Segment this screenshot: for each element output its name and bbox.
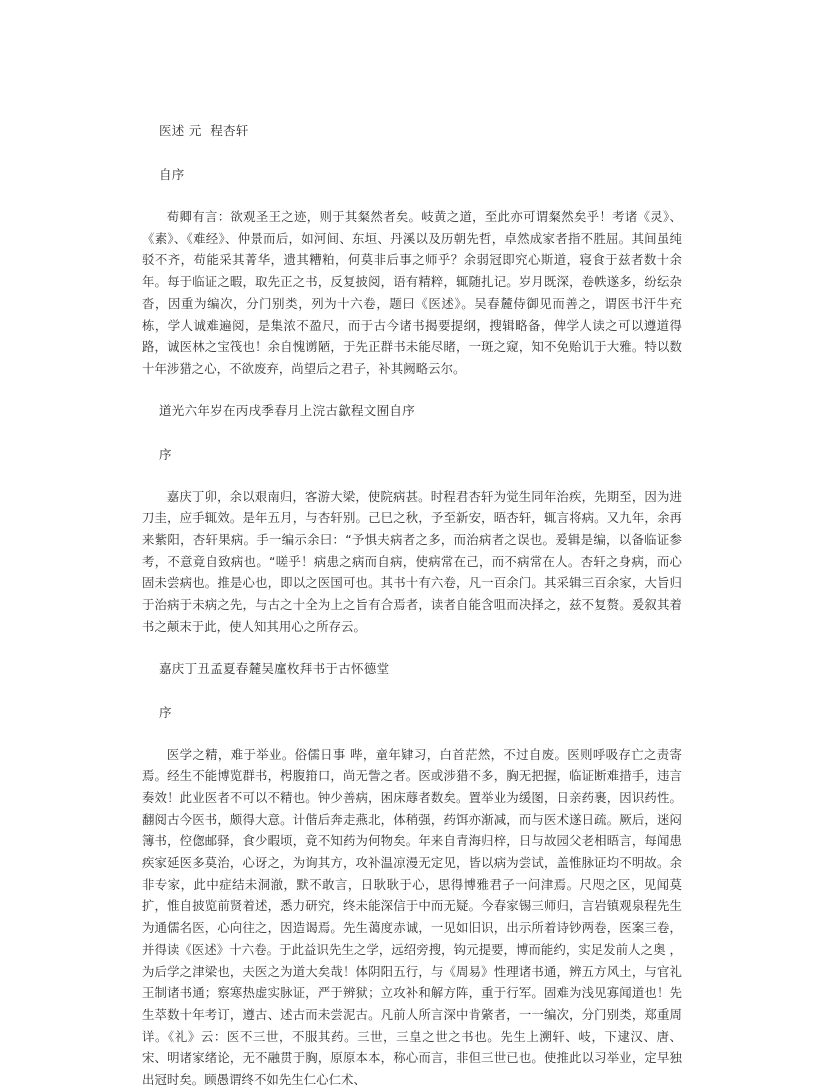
section-heading-preface-author: 自序 <box>159 167 185 182</box>
document-text-body <box>142 120 682 1091</box>
paragraph-preface-two: 嘉庆丁卯，余以艰南归，客游大梁，使院病甚。时程君杏轩为觉生同年治疾，先期至，因为进刀圭，应手辄效。是年五月，与杏轩别。己巳之秋，予至新安，晤杏轩，辄言将病。又九年，余再来紫阳，杏轩果病。手一编示余曰：“予惧夫病者之多，而治病者之误也。爰辑是编，以备临证参考，不意竟自致病也。“嗟乎！病患之病而自病，使病常在己，而不病常在人。杏轩之身病，而心固未尝病也。推是心也，即以之医国可也。其书十有六卷，凡一百余门。其采辑三百余家，大旨归于治病于未病之先，与古之十全为上之旨有合焉者，读者自能含咀而决择之，兹不复赘。爰叙其着书之颠末于此，使人知其用心之所存云。 <box>142 488 682 634</box>
signature-self-preface: 道光六年岁在丙戌季春月上浣古歙程文囿自序 <box>159 402 416 418</box>
paragraph-preface-three: 医学之精，难于举业。俗儒日事 哔，童年肄习，白首茫然，不过自废。医则呼吸存亡之责寄焉。经生不能博览群书，枵腹箝口，尚无訾之者。医或涉猎不多，胸无把握，临证断难措手，违言奏效！此业医者不可以不精也。钟少善病，困床蓐者数矣。置举业为缓图，日亲药裹，因识药性。翻阅古今医书，颇得大意。计偕后奔走燕北，体稍强，药饵亦渐减，而与医术遂日疏。厥后，迷闷簿书，倥偬邮驿，食少暇顷，竟不知药为何物矣。年来自青海归梓，日与故园父老相晤言，每闻患疾家延医多莫治，心讶之，为询其方，攻补温凉漫无定见，皆以病为尝试，盖惟脉证均不明故。余非专家，此中症结未洞澈，默不敢言，日耿耿于心，思得博雅君子一问津焉。尺咫之区，见闻莫扩，惟自披览前贤着述，悉力研究，终未能深信于中而无疑。今春家锡三师归，言岩镇观泉程先生为通儒名医，心向往之，因造谒焉。先生蔼度赤诚，一见如旧识，出示所着诗钞两卷，医案三卷，并得读《医述》十六卷。于此益识先生之学，远绍旁搜，钩元提要，博而能约，实足发前人之奥 ，为后学之津梁也，夫医之为道大矣哉！体阴阳五行，与《周易》性理诸书通，辨五方风土，与官礼王制诸书通；察寒热虚实脉证，严于辨狱；立攻补和解方阵，重于行军。固难为浅见寡闻道也！先生萃数十年考订，遵古、述古而未尝泥古。凡前人所言深中肯綮者，一一编次，分门别类，郑重周详。《礼》云：医不三世，不服其药。三世，三皇之世之书也。先生上溯轩、岐，下逮汉、唐、宋、明诸家绪论，无不融贯于胸，原原本本，称心而言，非但三世已也。使推此以习举业，定早独出冠时矣。顾愚谓终不如先生仁心仁术、 <box>142 746 682 1088</box>
section-heading-preface-two: 序 <box>159 446 172 462</box>
document-title: 医述 元 程杏轩 <box>159 123 249 138</box>
signature-preface-two: 嘉庆丁丑孟夏春麓吴廑枚拜书于古怀德堂 <box>159 660 390 676</box>
section-heading-preface-three: 序 <box>159 704 172 720</box>
paragraph-self-preface: 荀卿有言：欲观圣王之迹，则于其粲然者矣。岐黄之道，至此亦可谓粲然矣乎！考诸《灵》、《素》、《难经》、仲景而后，如河间、东垣、丹溪以及历朝先哲，卓然成家者指不胜屈。其间虽纯驳不齐，苟能采其菁华，遗其糟粕，何莫非后事之师乎？余弱冠即究心斯道，寝食于兹者数十余年。每于临证之暇，取先正之书，反复披阅，语有精粹，辄随扎记。岁月既深，卷帙遂多，纷纭杂沓，因重为编次，分门别类，列为十六卷，题曰《医述》。吴春麓侍御见而善之，谓医书汗牛充栋，学人诚难遍阅，是集浓不盈尺，而于古今诸书揭要提纲，搜辑略备，俾学人读之可以遵道得路，诚医林之宝筏也！余自愧谫陋，于先正群书未能尽睹，一斑之窥，知不免贻讥于大雅。特以数十年涉猎之心，不欲废弃，尚望后之君子，补其阙略云尔。 <box>142 209 682 376</box>
